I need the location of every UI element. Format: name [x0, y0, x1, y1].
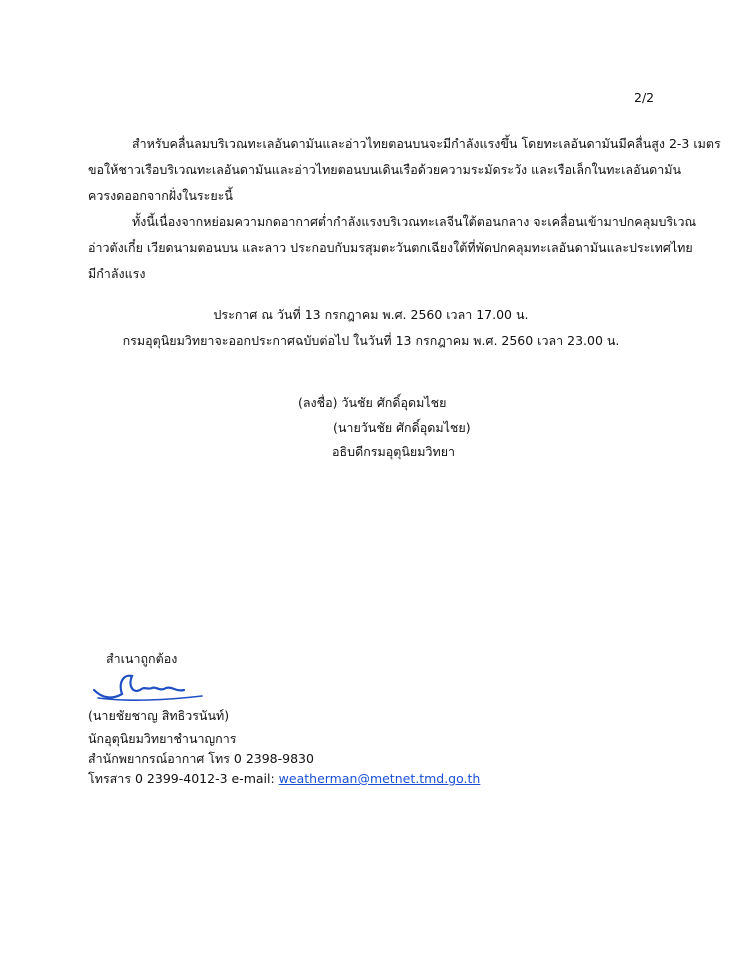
- fax-email-line: [88, 769, 480, 789]
- paragraph-1-line-3: ควรงดออกจากฝั่งในระยะนี้: [88, 188, 233, 203]
- certified-copy-label: สำเนาถูกต้อง: [106, 651, 178, 666]
- paragraph-2-line-3: มีกำลังแรง: [88, 266, 146, 281]
- office-phone: สำนักพยากรณ์อากาศ โทร 0 2398-9830: [88, 751, 314, 766]
- paragraph-1-line-2: ขอให้ชาวเรือบริเวณทะเลอันดามันและอ่าวไทยตอนบนเดินเรือด้วยความระมัดระวัง และเรือเล็กในทะเลอันดามัน: [88, 162, 682, 177]
- fax-text: โทรสาร 0 2399-4012-3 e-mail:: [88, 771, 279, 786]
- signatory-name: (นายวันชัย ศักดิ์อุดมไชย): [333, 420, 471, 435]
- email-link[interactable]: weatherman@metnet.tmd.go.th: [278, 771, 481, 786]
- next-announcement: กรมอุตุนิยมวิทยาจะออกประกาศฉบับต่อไป ในวันที่ 13 กรกฎาคม พ.ศ. 2560 เวลา 23.00 น.: [122, 333, 620, 348]
- paragraph-2-line-1: ทั้งนี้เนื่องจากหย่อมความกดอากาศต่ำกำลังแรงบริเวณทะเลจีนใต้ตอนกลาง จะเคลื่อนเข้ามาปกคลุมบริเวณ: [132, 214, 697, 229]
- announcement-date: ประกาศ ณ วันที่ 13 กรกฎาคม พ.ศ. 2560 เวลา 17.00 น.: [213, 307, 529, 322]
- paragraph-2-line-2: อ่าวตังเกี๋ย เวียดนามตอนบน และลาว ประกอบกับมรสุมตะวันตกเฉียงใต้ที่พัดปกคลุมทะเลอันดามันและประเทศไทย: [88, 240, 693, 255]
- handwritten-signature-icon: [88, 668, 206, 708]
- page-number: 2/2: [634, 90, 655, 105]
- paragraph-1-line-1: สำหรับคลื่นลมบริเวณทะเลอันดามันและอ่าวไทยตอนบนจะมีกำลังแรงขึ้น โดยทะเลอันดามันมีคลื่นสูง 2-3 เมตร: [132, 136, 721, 151]
- certifier-position: นักอุตุนิยมวิทยาชำนาญการ: [88, 731, 237, 746]
- signed-line: (ลงชื่อ) วันชัย ศักดิ์อุดมไชย: [298, 395, 447, 410]
- certifier-name: (นายชัยชาญ สิทธิวรนันท์): [88, 708, 230, 723]
- signatory-title: อธิบดีกรมอุตุนิยมวิทยา: [332, 444, 456, 459]
